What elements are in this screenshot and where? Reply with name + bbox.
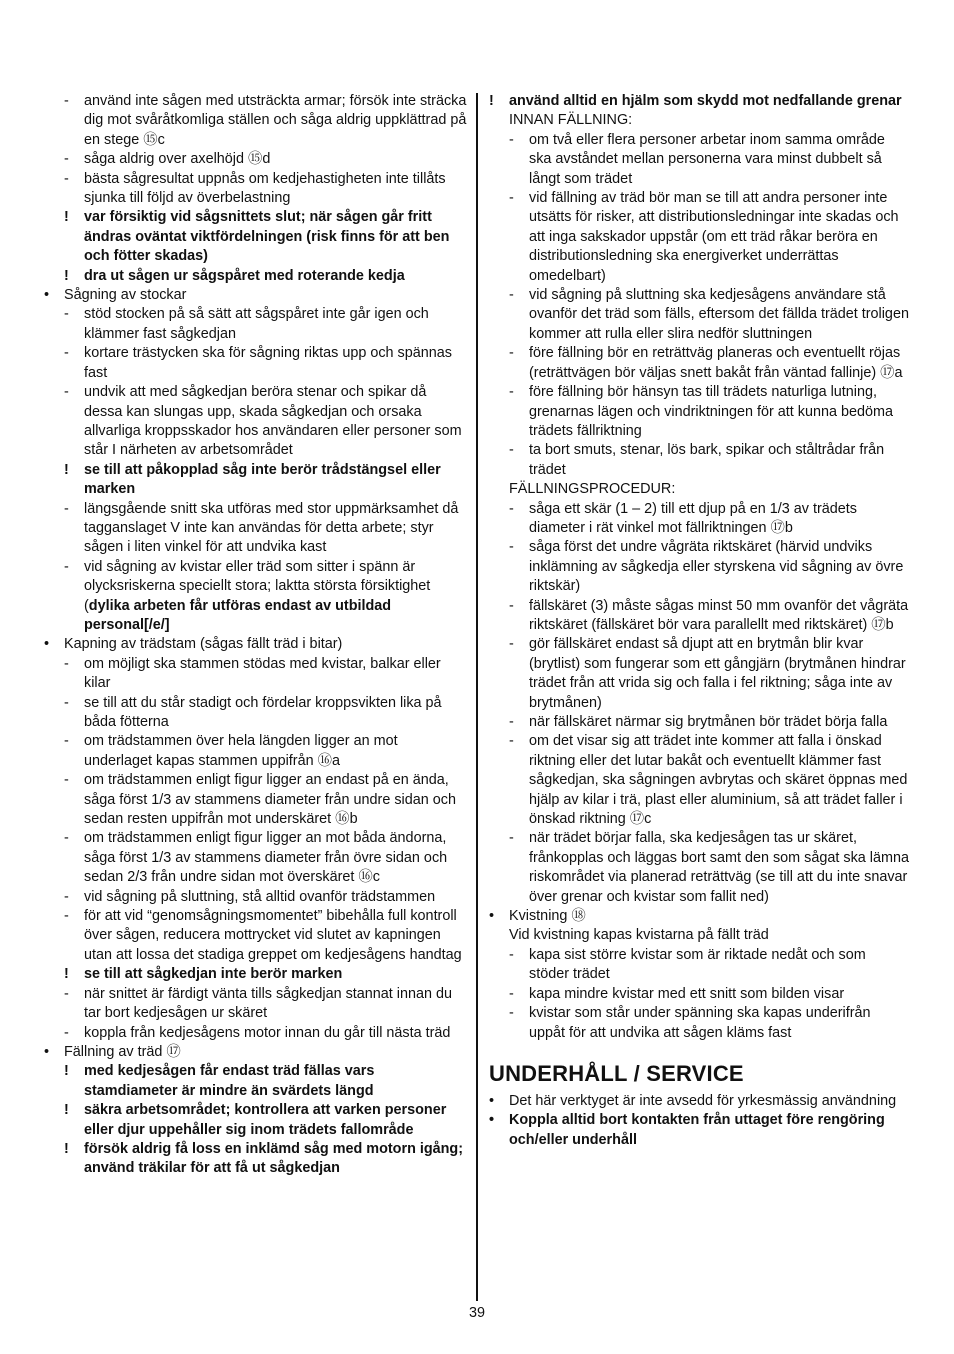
dash-item (44, 732, 468, 771)
dash-item (489, 732, 909, 829)
item-text: om trädstammen enligt figur ligger an endast på en ända, såga först 1/3 av stammens diameter från undre sidan och sedan resten uppifrån mot underskäret ⑯b (84, 772, 456, 828)
dash-item (44, 888, 468, 907)
item-text: UNDERHÅLL / SERVICE (489, 1060, 744, 1086)
dash-item (44, 150, 468, 169)
bullet-item (489, 907, 909, 926)
item-text: om det visar sig att trädet inte kommer att falla i önskad riktning eller det lutar bakåt och eventuellt klämmer fast sågkedjan, ska sågningen avbrytas och skäret öppnas med hjälp av kilar i trä, plast eller aluminium, så att trädet faller i önskad riktning ⑰c (529, 733, 908, 828)
list-marker: - (509, 500, 514, 517)
paragraph (489, 480, 909, 499)
bullet-item (44, 635, 468, 654)
item-text: använd alltid en hjälm som skydd mot nedfallande grenar (509, 93, 902, 109)
bullet-item (44, 1043, 468, 1062)
list-marker: - (64, 772, 69, 789)
item-text: Koppla alltid bort kontakten från uttaget före rengöring och/eller underhåll (509, 1112, 885, 1148)
paragraph (489, 111, 909, 130)
dash-item (44, 305, 468, 344)
column-divider (476, 93, 478, 1301)
item-text: vid sågning på sluttning, stå alltid ovanför trädstammen (84, 888, 436, 905)
dash-item (44, 558, 468, 636)
item-text: använd inte sågen med utsträckta armar; försök inte sträcka dig mot svåråtkomliga ställen och såga aldrig uppklättrad på en stege ⑮c (84, 93, 467, 148)
item-text: undvik att med sågkedjan beröra stenar och spikar då dessa kan slungas upp, skada sågkedjan och orsaka allvarliga kroppsskador hos användaren eller personer som står I närheten av arbetsområdet (84, 384, 462, 459)
list-marker: ! (64, 1063, 69, 1080)
list-marker: - (509, 733, 514, 750)
dash-item (489, 344, 909, 383)
warning-item (44, 1062, 468, 1101)
item-text: när trädet börjar falla, ska kedjesågen tas ur skäret, frånkopplas och läggas bort samt den som sågat ska lämna riskområdet via planerad reträttväg (se till att du inte snavar över grenar och kvistar som fallit ned) (529, 830, 909, 905)
list-marker: - (509, 946, 514, 963)
list-marker: - (509, 384, 514, 401)
item-text: före fällning bör en reträttväg planeras och eventuellt röjas (reträttvägen bör väljas snett bakåt från väntad fallinje) ⑰a (529, 345, 903, 381)
page-number: 39 (468, 1305, 485, 1321)
bullet-item (489, 1111, 909, 1150)
item-text: om trädstammen enligt figur ligger an mot båda ändorna, såga först 1/3 av stammens diameter från övre sidan och sedan 2/3 från undre sidan mot överskäret ⑯c (84, 830, 448, 886)
item-text: se till att sågkedjan inte berör marken (84, 966, 343, 983)
item-text: försök aldrig få loss en inklämd såg med motorn igång; använd träkilar för att få ut sågkedjan (84, 1140, 464, 1177)
dash-item (489, 829, 909, 907)
warning-item (44, 1140, 468, 1179)
dash-item (489, 635, 909, 713)
list-marker: - (64, 558, 69, 575)
item-text: gör fällskäret endast så djupt att en brytmån blir kvar (brytlist) som fungerar som ett gångjärn (brytmånen hindrar trädet från att vrida sig och falla i fel riktning; såga inte av brytmånen) (529, 636, 906, 711)
dash-item (44, 383, 468, 461)
list-marker: • (489, 1092, 495, 1109)
list-marker: - (64, 985, 69, 1002)
item-text: Fällning av träd ⑰ (64, 1043, 181, 1060)
item-text: koppla från kedjesågens motor innan du går till nästa träd (84, 1024, 451, 1041)
left-column (44, 92, 468, 1179)
list-marker: • (44, 287, 50, 304)
paragraph (489, 926, 909, 945)
item-text: Sågning av stockar (64, 287, 187, 304)
item-text: för att vid “genomsågningsmomentet” bibehålla full kontroll över sågen, reducera mottrycket vid slutet av kapningen utan att lossa det stadiga greppet om kedjesågens handtag (84, 908, 462, 963)
item-text: när snittet är färdigt vänta tills sågkedjan stannat innan du tar bort kedjesågen ur skäret (84, 985, 452, 1022)
item-text: före fällning bör hänsyn tas till trädets naturliga lutning, grenarnas lägen och vindriktningen för att kunna bedöma trädets fällriktning (529, 384, 894, 439)
list-marker: - (509, 190, 514, 207)
item-text: var försiktig vid sågsnittets slut; när sågen går fritt ändras oväntat viktfördelningen (risk finns för att ben och fötter skadas) (84, 209, 450, 265)
dash-item (489, 985, 909, 1004)
list-marker: - (64, 830, 69, 847)
item-text: längsgående snitt ska utföras med stor uppmärksamhet då tagganslaget V inte kan användas för detta arbete; styr sågen i liten vinkel för att undvika kast (84, 500, 459, 556)
list-marker: - (509, 830, 514, 847)
dash-item (44, 170, 468, 209)
item-text: dylika arbeten får utföras endast av utbildad personal[/e/] (84, 597, 392, 633)
list-marker: - (509, 985, 514, 1002)
list-marker: - (509, 1005, 514, 1022)
list-marker: - (509, 442, 514, 459)
list-marker: - (509, 636, 514, 653)
list-marker: ! (64, 1140, 69, 1157)
dash-item (44, 694, 468, 733)
warning-item (44, 1101, 468, 1140)
list-marker: - (64, 306, 69, 323)
dash-item (489, 1004, 909, 1043)
list-marker: • (44, 1043, 50, 1060)
item-text: Kapning av trädstam (sågas fällt träd i bitar) (64, 636, 343, 653)
dash-item (489, 189, 909, 286)
item-text: INNAN FÄLLNING: (509, 112, 633, 129)
warning-item (44, 208, 468, 266)
dash-item (489, 286, 909, 344)
dash-item (44, 655, 468, 694)
item-text: vid sågning av kvistar eller träd som sitter i spänn är olycksriskerna speciellt stora; laktta största försiktighet ( (84, 558, 431, 614)
dash-item (489, 597, 909, 636)
item-text: om två eller flera personer arbetar inom samma område ska avståndet mellan personerna vara minst dubbelt så långt som trädet (529, 131, 885, 187)
list-marker: - (509, 131, 514, 148)
dash-item (44, 907, 468, 965)
dash-item (44, 771, 468, 829)
item-text: kapa sist större kvistar som är riktade nedåt och som stöder trädet (529, 946, 866, 983)
dash-item (489, 713, 909, 732)
item-text: såga aldrig over axelhöjd ⑮d (84, 151, 271, 168)
list-marker: - (64, 345, 69, 362)
list-marker: - (64, 888, 69, 905)
item-text: kapa mindre kvistar med ett snitt som bilden visar (529, 985, 845, 1002)
list-marker: • (489, 908, 495, 925)
bullet-item (489, 1092, 909, 1111)
item-text: Det här verktyget är inte avsedd för yrkesmässig användning (509, 1092, 897, 1109)
warning-item (44, 267, 468, 286)
list-marker: - (64, 908, 69, 925)
list-marker: - (64, 384, 69, 401)
list-marker: - (64, 500, 69, 517)
list-marker: - (64, 1024, 69, 1041)
list-marker: - (509, 597, 514, 614)
item-text: dra ut sågen ur sågspåret med roterande kedja (84, 267, 405, 284)
bullet-item (44, 286, 468, 305)
list-marker: - (64, 733, 69, 750)
item-text: se till att påkopplad såg inte berör trådstängsel eller marken (84, 461, 441, 498)
item-text: vid sågning på sluttning ska kedjesågens användare stå ovanför det träd som fälls, eftersom det fällda trädet troligen kommer att rulla eller slira nedför sluttningen (529, 287, 909, 342)
item-text: Vid kvistning kapas kvistarna på fällt träd (509, 927, 769, 944)
dash-item (44, 500, 468, 558)
list-marker: - (64, 93, 69, 109)
warning-item (44, 965, 468, 984)
dash-item (44, 1024, 468, 1043)
dash-item (44, 829, 468, 887)
item-text: om trädstammen över hela längden ligger an mot underlaget kapas stammen uppifrån ⑯a (84, 733, 398, 769)
item-text: FÄLLNINGSPROCEDUR: (509, 481, 676, 498)
item-text: säkra arbetsområdet; kontrollera att varken personer eller djur uppehåller sig inom trädets fallområde (84, 1102, 447, 1138)
list-marker: ! (64, 461, 69, 478)
list-marker: • (44, 636, 50, 653)
list-marker: - (64, 694, 69, 711)
warning-item (44, 461, 468, 500)
list-marker: ! (64, 209, 69, 226)
list-marker: - (509, 714, 514, 730)
right-column (489, 92, 909, 1150)
item-text: om möjligt ska stammen stödas med kvistar, balkar eller kilar (84, 655, 441, 692)
section-heading (489, 1061, 909, 1087)
list-marker: - (64, 655, 69, 672)
item-text: såga först det undre vågräta riktskäret (härvid undviks inklämning av sågkedja eller styrskena vid sågning av övre riktskär) (529, 539, 904, 595)
list-marker: ! (64, 966, 69, 983)
dash-item (44, 92, 468, 150)
item-text: när fällskäret närmar sig brytmånen bör trädet börja falla (529, 714, 888, 730)
list-marker: - (64, 151, 69, 168)
dash-item (489, 946, 909, 985)
dash-item (489, 131, 909, 189)
dash-item (44, 344, 468, 383)
dash-item (489, 441, 909, 480)
item-text: med kedjesågen får endast träd fällas vars stamdiameter är mindre än svärdets längd (84, 1063, 375, 1099)
list-marker: • (489, 1112, 495, 1129)
list-marker: - (64, 170, 69, 187)
dash-item (44, 985, 468, 1024)
item-text: kvistar som står under spänning ska kapas underifrån uppåt för att undvika att sågen kläms fast (529, 1005, 871, 1041)
item-text: bästa sågresultat uppnås om kedjehastigheten inte tillåts sjunka till följd av överbelastning (84, 170, 446, 207)
dash-item (489, 500, 909, 539)
item-text: fällskäret (3) måste sågas minst 50 mm ovanför det vågräta riktskäret (fällskäret bör vara parallellt med riktskäret) ⑰b (529, 597, 909, 633)
dash-item (489, 538, 909, 596)
list-marker: - (509, 345, 514, 362)
item-text: stöd stocken på så sätt att sågspåret inte går igen och klämmer fast sågkedjan (84, 306, 429, 342)
list-marker: ! (489, 93, 494, 109)
list-marker: - (509, 287, 514, 304)
item-text: vid fällning av träd bör man se till att andra personer inte utsätts för risker, att distributionsledningar inte skadas och att inga sakskador uppstår (om ett träd råkar beröra en distributionsledning ska energiverket underrättas omedelbart) (529, 190, 899, 284)
item-text: kortare trästycken ska för sågning riktas upp och spännas fast (84, 345, 452, 381)
dash-item (489, 383, 909, 441)
item-text: se till att du står stadigt och fördelar kroppsvikten lika på båda fötterna (84, 694, 442, 730)
item-text: ta bort smuts, stenar, lös bark, spikar och ståltrådar från trädet (529, 442, 885, 478)
list-marker: ! (64, 267, 69, 284)
list-marker: ! (64, 1102, 69, 1119)
list-marker: - (509, 539, 514, 556)
item-text: Kvistning ⑱ (509, 908, 586, 925)
item-text: såga ett skär (1 – 2) till ett djup på en 1/3 av trädets diameter i rät vinkel mot fällriktningen ⑰b (529, 500, 857, 536)
warning-item (489, 92, 909, 111)
